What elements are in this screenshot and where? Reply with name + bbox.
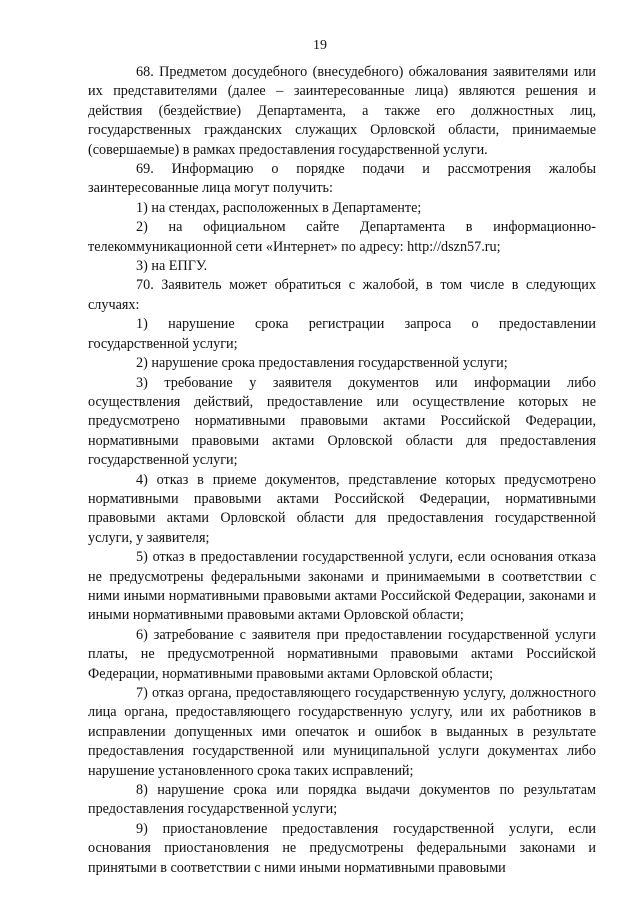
- paragraph-69: 69. Информацию о порядке подачи и рассмотрения жалобы заинтересованные лица могут получить:: [88, 161, 596, 197]
- list-item-70-8: 8) нарушение срока или порядка выдачи документов по результатам предоставления государственной услуги;: [88, 782, 596, 818]
- list-item-70-4: 4) отказ в приеме документов, представление которых предусмотрено нормативными правовыми актами Российской Федерации, нормативными правовыми актами Орловской области для предоставления государственной услуги, у заявителя;: [88, 471, 596, 546]
- list-item-70-9: 9) приостановление предоставления государственной услуги, если основания приостановления не предусмотрены федеральными законами и принятыми в соответствии с ними иными нормативными правовыми: [88, 820, 596, 876]
- paragraph-70: 70. Заявитель может обратиться с жалобой, в том числе в следующих случаях:: [88, 277, 596, 313]
- list-item-70-1: 1) нарушение срока регистрации запроса о предоставлении государственной услуги;: [88, 316, 596, 352]
- paragraph-68: 68. Предметом досудебного (внесудебного) обжалования заявителями или их представителями (далее – заинтересованные лица) являются решения и действия (бездействие) Департамента, а также его должностных лиц, государственных гражданских служащих Орловской области, принимаемые (совершаемые) в рамках предоставления государственной услуги.: [88, 64, 596, 158]
- list-item-69-1: 1) на стендах, расположенных в Департаменте;: [136, 199, 422, 216]
- document-body: [88, 63, 596, 878]
- list-item-70-7: 7) отказ органа, предоставляющего государственную услугу, должностного лица органа, предоставляющего государственную услугу, или их работников в исправлении допущенных ими опечаток и ошибок в выданных в результате предоставления государственной или муниципальной услуги документах либо нарушение установленного срока таких исправлений;: [88, 685, 596, 779]
- list-item-69-2: 2) на официальном сайте Департамента в информационно-телекоммуникационной сети «Интернет» по адресу: http://dszn57.ru;: [88, 219, 596, 255]
- page-number: 19: [313, 38, 327, 53]
- list-item-70-5: 5) отказ в предоставлении государственной услуги, если основания отказа не предусмотрены федеральными законами и принимаемыми в соответствии с ними иными нормативными правовыми актами Российской Федерации, законами и иными нормативными правовыми актами Орловской области;: [88, 549, 596, 624]
- list-item-70-2: 2) нарушение срока предоставления государственной услуги;: [136, 355, 508, 372]
- list-item-69-3: 3) на ЕПГУ.: [136, 258, 208, 275]
- list-item-70-3: 3) требование у заявителя документов или информации либо осуществления действий, предоставление или осуществление которых не предусмотрено нормативными правовыми актами Российской Федерации, нормативными правовыми актами Орловской области для предоставления государственной услуги;: [88, 374, 596, 469]
- list-item-70-6: 6) затребование с заявителя при предоставлении государственной услуги платы, не предусмотренной нормативными правовыми актами Российской Федерации, нормативными правовыми актами Орловской области;: [88, 626, 596, 682]
